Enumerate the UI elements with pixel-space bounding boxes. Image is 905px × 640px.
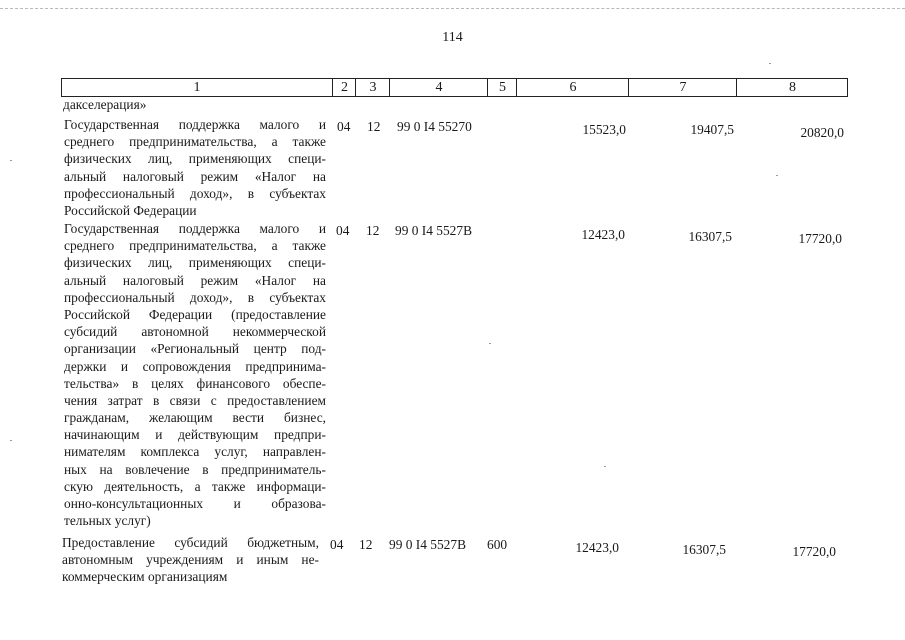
row-2-line: физических лиц, применяющих специ- [64,255,326,271]
row-1-section: 04 [337,119,351,134]
page-top-rule [0,8,905,9]
row-3-amount-col6: 12423,0 [575,540,619,555]
header-col-2: 2 [332,79,356,96]
row-1-amount-col7: 19407,5 [690,122,734,137]
table-row-1-description [64,116,326,219]
row-1-amount-col6: 15523,0 [582,122,626,137]
header-col-5: 5 [487,79,517,96]
row-2-line: гражданам, желающим вести бизнес, [64,410,326,426]
row-3-amount-col7: 16307,5 [682,542,726,557]
row-2-subsection: 12 [366,223,380,238]
scan-speck [769,63,771,64]
row-1-line: среднего предпринимательства, а также [64,134,326,150]
row-3-line: Предоставление субсидий бюджетным, [62,535,319,550]
row-2-line: альный налоговый режим «Налог на [64,272,326,288]
row-1-subsection: 12 [367,119,381,134]
row-3-target-article: 99 0 I4 5527В [389,537,466,552]
row-2-line: организации «Региональный центр под- [64,341,326,357]
scan-speck [776,175,778,176]
row-1-target-article: 99 0 I4 55270 [397,119,472,134]
table-row-3-description [62,534,319,586]
row-2-amount-col8: 17720,0 [798,231,842,246]
row-3-amount-col8: 17720,0 [792,544,836,559]
row-3-expense-type: 600 [487,537,508,552]
row-2-line: скую деятельность, а также информаци- [64,478,326,494]
scan-speck [489,343,491,344]
row-2-amount-col7: 16307,5 [688,229,732,244]
row-2-line: ных на вовлечение в предприниматель- [64,461,326,477]
row-1-line: альный налоговый режим «Налог на [64,168,326,184]
row-2-line: субсидий автономной некоммерческой [64,324,326,340]
row-2-line: профессиональный доход», в субъектах [64,289,326,305]
table-row-2-description [64,220,326,529]
row-2-line: начинающим и действующим предпри- [64,427,326,443]
page-number: 114 [442,30,463,45]
row-1-line: Государственная поддержка малого и [64,117,326,132]
row-2-line: держки и сопровождения предпринима- [64,358,326,374]
row-1-line: физических лиц, применяющих специ- [64,151,326,167]
row-2-line: тельства» в целях финансового обеспе- [64,375,326,391]
row-3-line: коммерческим организациям [62,569,228,585]
row-1-line: Российской Федерации [64,202,197,218]
row-2-section: 04 [336,223,350,238]
row-2-line: среднего предпринимательства, а также [64,238,326,254]
header-col-7: 7 [628,79,737,96]
row-2-target-article: 99 0 I4 5527В [395,223,472,238]
scan-speck [10,160,12,161]
row-2-line: Государственная поддержка малого и [64,221,326,236]
row-3-subsection: 12 [359,537,373,552]
row-3-section: 04 [330,537,344,552]
row-1-line: профессиональный доход», в субъектах [64,185,326,201]
row-2-line: нимателям комплекса услуг, направлен- [64,444,326,460]
header-col-3: 3 [355,79,390,96]
row-2-line: чения затрат в связи с предоставлением [64,392,326,408]
continuation-text: дакселерация» [63,97,147,112]
row-2-line: Российской Федерации (предоставление [64,306,326,322]
row-2-line: онно-консультационных и образова- [64,496,326,511]
header-col-1: 1 [193,80,201,95]
header-col-8: 8 [736,79,848,96]
header-col-6: 6 [516,79,629,96]
scan-speck [604,466,606,467]
header-col-4: 4 [389,79,488,96]
row-1-amount-col8: 20820,0 [800,125,844,140]
row-2-amount-col6: 12423,0 [581,227,625,242]
table-header-row [61,78,848,97]
row-3-line: автономным учреждениям и иным не- [62,552,319,568]
scan-speck [10,440,12,441]
row-2-line: тельных услуг) [64,513,151,529]
